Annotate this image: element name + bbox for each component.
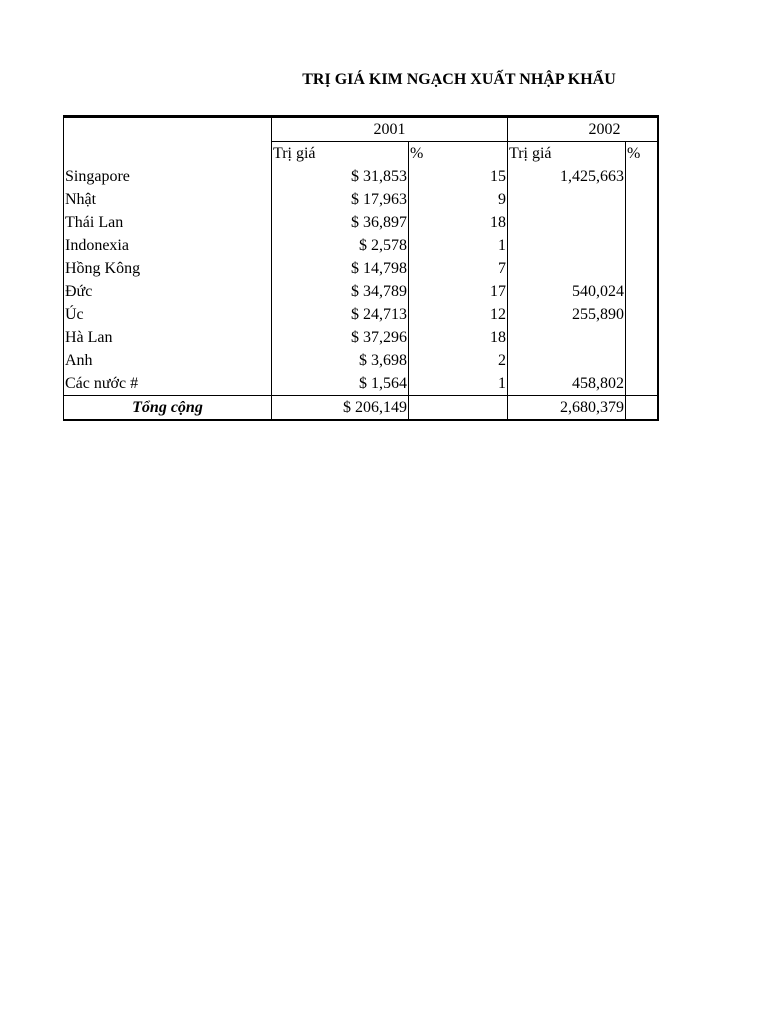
value-2002-cell	[508, 188, 626, 211]
percent-2001-cell: 9	[409, 188, 508, 211]
trade-value-table	[63, 115, 659, 421]
percent-2001-cell: 1	[409, 234, 508, 257]
value-2001-cell: $ 2,578	[272, 234, 409, 257]
table-row	[64, 280, 658, 303]
value-2001-cell: $ 34,789	[272, 280, 409, 303]
total-value-2002: 2,680,379	[508, 396, 626, 421]
percent-2001-cell: 17	[409, 280, 508, 303]
subheader-row	[64, 142, 658, 166]
value-2002-cell	[508, 349, 626, 372]
table-row	[64, 303, 658, 326]
percent-2001-cell: 15	[409, 165, 508, 188]
value-2002-cell	[508, 234, 626, 257]
value-2001-cell: $ 37,296	[272, 326, 409, 349]
value-2001-cell: $ 36,897	[272, 211, 409, 234]
country-cell: Hà Lan	[64, 326, 272, 349]
value-2002-cell	[508, 326, 626, 349]
country-cell: Hồng Kông	[64, 257, 272, 280]
value-2001-cell: $ 3,698	[272, 349, 409, 372]
country-cell: Úc	[64, 303, 272, 326]
year-header-row	[64, 117, 658, 142]
percent-2001-cell: 18	[409, 326, 508, 349]
total-percent-2001	[409, 396, 508, 421]
value-2002-header: Trị giá	[508, 142, 626, 166]
percent-2002-cell	[626, 257, 658, 280]
percent-2001-cell: 2	[409, 349, 508, 372]
percent-2002-cell	[626, 349, 658, 372]
value-2001-header: Trị giá	[272, 142, 409, 166]
table-row	[64, 349, 658, 372]
value-2001-cell: $ 1,564	[272, 372, 409, 396]
value-2002-cell	[508, 211, 626, 234]
percent-2001-cell: 12	[409, 303, 508, 326]
total-row	[64, 396, 658, 421]
percent-2001-header: %	[409, 142, 508, 166]
percent-2002-header: %	[626, 142, 658, 166]
percent-2002-cell	[626, 165, 658, 188]
country-cell: Đức	[64, 280, 272, 303]
total-value-2001: $ 206,149	[272, 396, 409, 421]
value-2002-cell: 255,890	[508, 303, 626, 326]
country-cell: Thái Lan	[64, 211, 272, 234]
total-percent-2002	[626, 396, 658, 421]
table-row	[64, 234, 658, 257]
value-2002-cell	[508, 257, 626, 280]
value-2002-cell: 1,425,663	[508, 165, 626, 188]
total-label: Tổng cộng	[64, 396, 272, 421]
subheader-blank-cell	[64, 142, 272, 166]
header-blank-cell	[64, 117, 272, 142]
percent-2002-cell	[626, 188, 658, 211]
value-2001-cell: $ 14,798	[272, 257, 409, 280]
value-2002-cell: 458,802	[508, 372, 626, 396]
country-cell: Nhật	[64, 188, 272, 211]
value-2002-cell: 540,024	[508, 280, 626, 303]
country-cell: Indonexia	[64, 234, 272, 257]
table-row	[64, 257, 658, 280]
value-2001-cell: $ 31,853	[272, 165, 409, 188]
percent-2002-cell	[626, 234, 658, 257]
table-row	[64, 188, 658, 211]
percent-2002-cell	[626, 211, 658, 234]
percent-2001-cell: 7	[409, 257, 508, 280]
percent-2001-cell: 18	[409, 211, 508, 234]
table-row	[64, 326, 658, 349]
table-row	[64, 211, 658, 234]
year-2002-header: 2002	[508, 117, 658, 142]
percent-2002-cell	[626, 372, 658, 396]
page-title: TRỊ GIÁ KIM NGẠCH XUẤT NHẬP KHẨU	[302, 71, 616, 88]
country-cell: Các nước #	[64, 372, 272, 396]
year-2001-header: 2001	[272, 117, 508, 142]
table-row	[64, 165, 658, 188]
country-cell: Anh	[64, 349, 272, 372]
value-2001-cell: $ 24,713	[272, 303, 409, 326]
percent-2002-cell	[626, 280, 658, 303]
percent-2001-cell: 1	[409, 372, 508, 396]
country-cell: Singapore	[64, 165, 272, 188]
value-2001-cell: $ 17,963	[272, 188, 409, 211]
percent-2002-cell	[626, 326, 658, 349]
percent-2002-cell	[626, 303, 658, 326]
table-row	[64, 372, 658, 396]
